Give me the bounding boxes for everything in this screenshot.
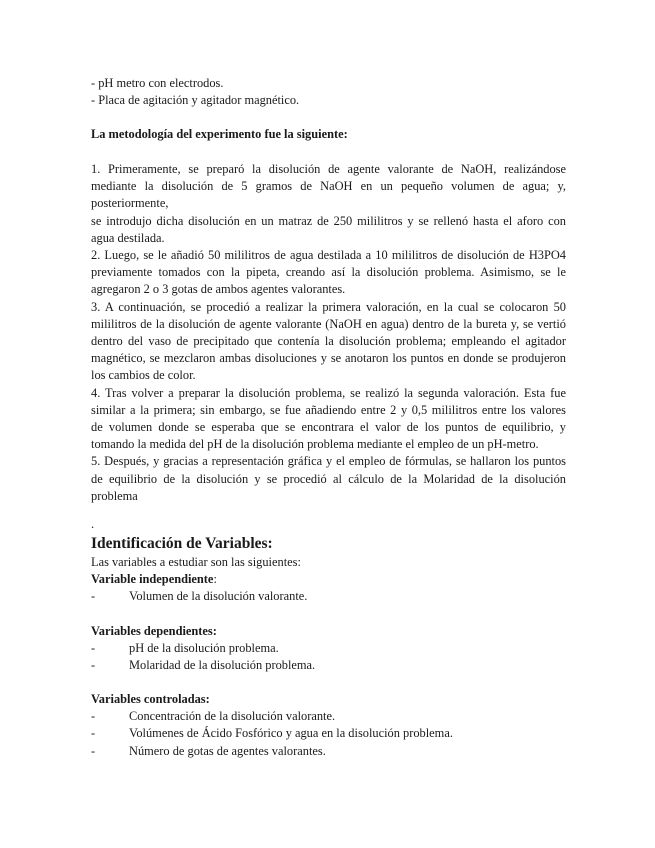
list-item-text: Concentración de la disolución valorante. [129,709,336,724]
dependent-heading: Variables dependientes: [91,624,217,638]
controlled-heading: Variables controladas: [91,692,210,706]
step-line: 5. Después, y gracias a representación gráfica y el empleo de fórmulas, se hallaron los puntos [91,454,566,469]
material-item: - pH metro con electrodos. [91,76,224,90]
bullet-dash: - [91,658,96,673]
methodology-steps [91,161,566,505]
independent-label: Variable independiente [91,572,214,587]
step-line: similar a la primera; sin embargo, se fue añadiendo entre 2 y 0,5 mililitros entre los valores [91,402,566,417]
methodology-heading: La metodología del experimento fue la siguiente: [91,127,348,141]
bullet-dash: - [91,641,96,656]
independent-heading [91,571,566,588]
list-item-text: Volumen de la disolución valorante. [129,589,308,604]
step-line: se introdujo dicha disolución en un matraz de 250 mililitros y se rellenó hasta el aforo con [91,213,566,228]
step-line: 2. Luego, se le añadió 50 mililitros de agua destilada a 10 mililitros de disolución de H3PO4 [91,248,566,263]
step-line: los cambios de color. [91,368,196,383]
step-line: agua destilada. [91,230,165,245]
list-item-text: Molaridad de la disolución problema. [129,658,316,673]
list-item-text: pH de la disolución problema. [129,641,279,656]
controlled-section [91,691,566,760]
list-item [91,657,566,674]
bullet-dash: - [91,743,96,758]
materials-list [91,75,566,109]
variables-section [91,554,566,606]
stray-dot: . [91,517,95,531]
list-item [91,588,566,605]
step-line: mililitros de la disolución de agente valorante (NaOH en agua) dentro de la bureta y, se vertió [91,316,566,331]
step-line: agregaron 2 o 3 gotas de ambos agentes valorantes. [91,282,346,297]
list-item [91,743,566,760]
bullet-dash: - [91,726,96,741]
variables-heading: Identificación de Variables: [91,535,273,552]
step-line: de volumen donde se esperaba que se encontrara el valor de los puntos de equilibrio, y [91,420,566,435]
list-item [91,708,566,725]
step-line: previamente tomados con la pipeta, creando así la disolución problema. Asimismo, se le [91,265,566,280]
bullet-dash: - [91,709,96,724]
step-2 [91,247,566,299]
independent-colon: : [213,572,217,587]
variables-intro: Las variables a estudiar son las siguientes: [91,555,301,569]
step-line: magnético, se mezclaron ambas disoluciones y se anotaron los puntos en donde se produjeron [91,351,566,366]
step-4 [91,385,566,454]
list-item-text: Número de gotas de agentes valorantes. [129,743,326,758]
step-line: mediante la disolución de 5 gramos de NaOH en un pequeño volumen de agua; y, [91,179,566,194]
step-line: 1. Primeramente, se preparó la disolución de agente valorante de NaOH, realizándose [91,162,566,176]
step-5 [91,453,566,505]
bullet-dash: - [91,589,96,604]
dependent-section [91,623,566,675]
list-item [91,640,566,657]
step-line: problema [91,488,138,503]
step-line: dentro del vaso de precipitado que contenía la disolución problema; empleando el agitador [91,334,566,349]
list-item-text: Volúmenes de Ácido Fosfórico y agua en la disolución problema. [129,726,453,741]
step-line: de equilibrio de la disolución y se procedió al cálculo de la Molaridad de la disolución [91,471,566,486]
step-1 [91,161,566,247]
step-line: tomando la medida del pH de la disolución problema mediante el empleo de un pH-metro. [91,437,539,452]
step-line: 3. A continuación, se procedió a realizar la primera valoración, en la cual se colocaron 50 [91,299,566,314]
material-item: - Placa de agitación y agitador magnético. [91,93,300,108]
step-3 [91,299,566,385]
step-line: posteriormente, [91,196,169,211]
list-item [91,725,566,742]
step-line: 4. Tras volver a preparar la disolución problema, se realizó la segunda valoración. Esta fue [91,385,566,400]
